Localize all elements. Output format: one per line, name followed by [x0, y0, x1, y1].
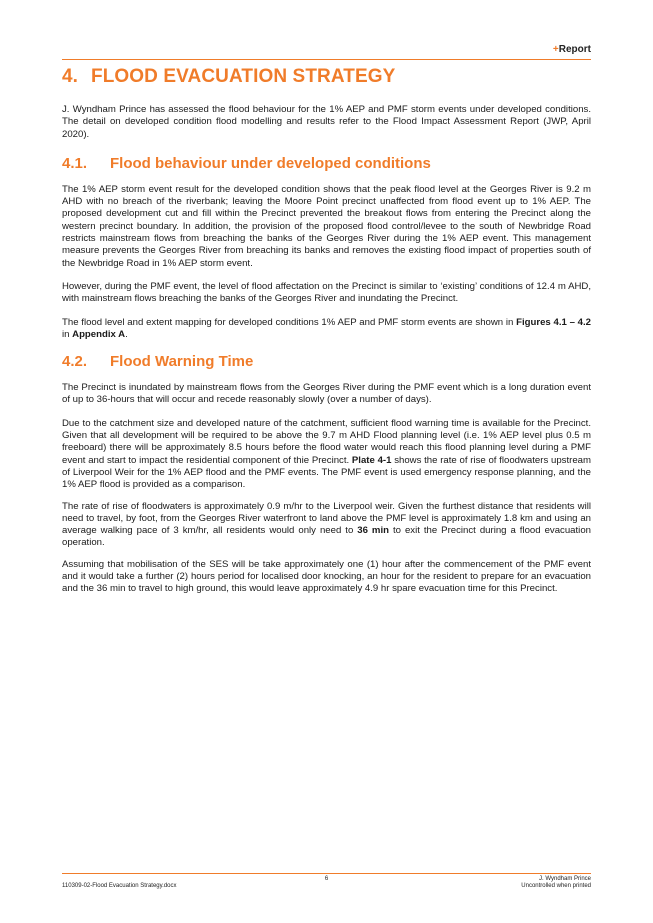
text-run: . [125, 328, 128, 340]
paragraph: The 1% AEP storm event result for the developed condition shows that the peak flood level at the Georges River is 9.2 m AHD with no breach of the riverbank; leaving the Moore Point precinct unaffected from flood event up to 1% AEP. The proposed development cut and fill within the Precinct prevented the breakout flows from entering the Precinct along the western precinct boundary. In addition, the provision of the proposed flood control/levee to the south of Newbridge Road restricts mainstream flows from breaching the banks of the Georges River during the 1% AEP event. This management measure prevents the Georges River from breaching its banks and removes the existing flood impact of properties south of the Newbridge Road in 1% AEP storm event. [62, 183, 591, 269]
footer-divider [62, 873, 591, 874]
header-report-tag [553, 44, 591, 55]
figure-reference: Figures 4.1 – 4.2 [516, 316, 591, 328]
header-label: Report [558, 44, 591, 55]
header-plus: + [552, 44, 559, 55]
appendix-reference: Appendix A [72, 328, 126, 340]
intro-paragraph: J. Wyndham Prince has assessed the flood behaviour for the 1% AEP and PMF storm events under developed conditions. The detail on developed condition flood modelling and results refer to the Flood Impact Assessment Report (JWP, April 2020). [62, 104, 591, 140]
paragraph [62, 501, 591, 550]
section-title: FLOOD EVACUATION STRATEGY [91, 66, 396, 87]
document-body [62, 66, 591, 596]
paragraph: Assuming that mobilisation of the SES will be take approximately one (1) hour after the commencement of the PMF event and it would take a further (2) hours period for localised door knocking, an hour for the resident to prepare for an evacuation and the 36 min to travel to high ground, this would leave approximately 4.9 hr spare evacuation time for this Precinct. [62, 558, 591, 595]
page-number: 6 [324, 876, 329, 882]
header-divider [62, 59, 591, 60]
text-run: in [62, 328, 73, 340]
text-run: The rate of rise of floodwaters is approximately 0.9 m/hr to the Liverpool weir. Given the furthest distance that residents will need to travel, by foot, from the Georges River waterfront to land above the PMF level is approximately 1.8 km and using an average walking pace of 3 km/hr, all residents would only need to [62, 500, 591, 537]
plate-reference: Plate 4-1 [351, 454, 392, 466]
text-run: to exit the Precinct during a flood evacuation operation. [62, 525, 591, 549]
text-run: shows the rate of rise of floodwaters upstream of Liverpool Weir for the 1% AEP flood and the PMF events. The PMF event is used emergency response planning, and the 1% AEP flood is provided as a comparison. [62, 454, 591, 491]
footer-company: J. Wyndham Prince [539, 876, 591, 882]
subsection-heading-4-1 [62, 155, 591, 172]
paragraph: However, during the PMF event, the level of flood affectation on the Precinct is similar to ‘existing’ conditions of 12.4 m AHD, with mainstream flows breaching the banks of the Georges River and inundating the Precinct. [62, 280, 591, 305]
text-run: The flood level and extent mapping for developed conditions 1% AEP and PMF storm events are shown in [62, 316, 517, 328]
emphasis-time: 36 min [357, 525, 389, 537]
subsection-number: 4.2. [62, 353, 88, 371]
subsection-title: Flood behaviour under developed conditions [110, 154, 431, 172]
subsection-number: 4.1. [62, 154, 88, 172]
paragraph: The Precinct is inundated by mainstream flows from the Georges River during the PMF event which is a long duration event of up to 36-hours that will occur and recede reasonably slowly (over a number of days). [62, 382, 591, 406]
subsection-title: Flood Warning Time [110, 353, 254, 371]
section-number: 4. [62, 66, 79, 87]
section-heading [62, 66, 591, 88]
text-run: Due to the catchment size and developed nature of the catchment, sufficient flood warning time is available for the Precinct. Given that all development will be required to be above the 9.7 m AHD Flood planning level (i.e. 1% AEP level plus 0.5 m freeboard) there will be approximately 8.5 hours before the flood water would reach this flood planning level during a PMF event and start to impact the residential component of thie Precinct. [62, 417, 591, 466]
footer-note: Uncontrolled when printed [521, 883, 591, 889]
paragraph [62, 317, 591, 342]
footer-filename: 110309-02-Flood Evacuation Strategy.docx [62, 883, 177, 889]
subsection-heading-4-2 [62, 353, 591, 370]
paragraph [62, 418, 591, 492]
